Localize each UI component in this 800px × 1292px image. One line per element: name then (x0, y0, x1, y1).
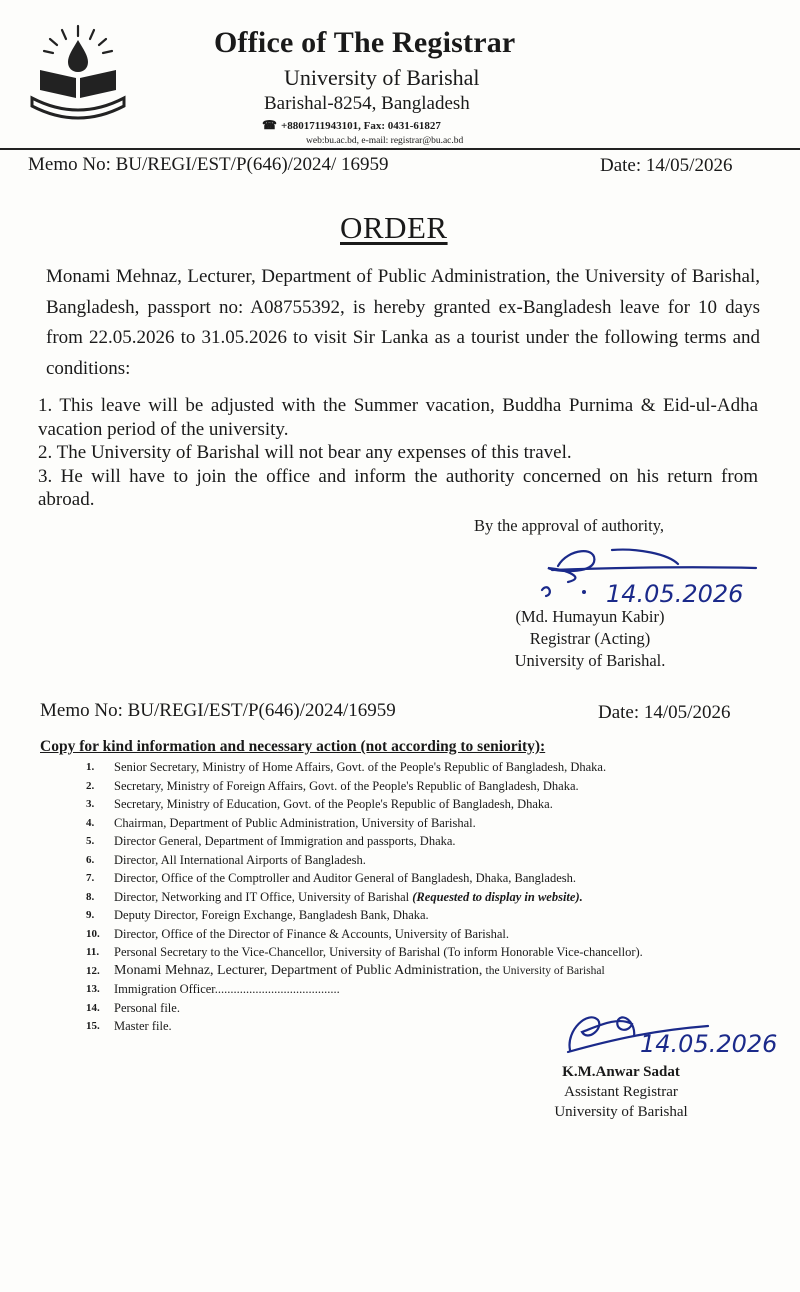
list-item: 12. Monami Mehnaz, Lecturer, Department of Public Administration, the University of Barishal (86, 962, 605, 978)
list-item: 1. Senior Secretary, Ministry of Home Affairs, Govt. of the People's Republic of Bangladesh, Dhaka. (86, 760, 607, 774)
memo-number-top: Memo No: BU/REGI/EST/P(646)/2024/ 16959 (28, 154, 389, 175)
copy-heading: Copy for kind information and necessary action (not according to seniority): (40, 738, 546, 755)
list-item: 9. Deputy Director, Foreign Exchange, Bangladesh Bank, Dhaka. (86, 908, 429, 922)
list-item: 14. Personal file. (86, 1000, 180, 1015)
term-item: 1. This leave will be adjusted with the Summer vacation, Buddha Purnima & Eid-ul-Adha vacation period of the university. (38, 395, 758, 440)
list-item: 5. Director General, Department of Immigration and passports, Dhaka. (86, 834, 456, 848)
university-name: University of Barishal (284, 65, 480, 90)
terms-list (38, 394, 758, 512)
list-item: 8. Director, Networking and IT Office, University of Barishal (Requested to display in website). (86, 889, 583, 904)
university-address: Barishal-8254, Bangladesh (264, 93, 470, 114)
approval-line: By the approval of authority, (474, 516, 665, 535)
registrar-name: (Md. Humayun Kabir) (515, 607, 665, 626)
list-item: 13. Immigration Officer........................................ (86, 982, 340, 996)
order-heading: ORDER (340, 210, 448, 245)
assistant-registrar-block (526, 1062, 716, 1122)
assistant-registrar-signature (558, 990, 788, 1062)
list-item: 4. Chairman, Department of Public Administration, University of Barishal. (86, 815, 476, 830)
assistant-registrar-name: K.M.Anwar Sadat (562, 1064, 680, 1080)
order-body: Monami Mehnaz, Lecturer, Department of Public Administration, the University of Barishal, Bangladesh, passport no: A08755392, is hereby granted ex-Bangladesh leave for 10 days from 22.05.2026 to 31.05.2026 to visit Sir Lanka as a tourist under the following terms and conditions: (46, 266, 760, 379)
list-item: 2. Secretary, Ministry of Foreign Affairs, Govt. of the People's Republic of Bangladesh, Dhaka. (86, 778, 579, 793)
university-logo (26, 20, 130, 120)
list-item: 15. Master file. (86, 1019, 172, 1033)
list-item: 10. Director, Office of the Director of Finance & Accounts, University of Barishal. (86, 926, 509, 941)
web-email-line: web:bu.ac.bd, e-mail: registrar@bu.ac.bd (306, 136, 464, 146)
list-item: 7. Director, Office of the Comptroller and Auditor General of Bangladesh, Dhaka, Bangladesh. (86, 871, 576, 885)
telephone-icon: ☎ (262, 118, 277, 132)
memo-number-bottom: Memo No: BU/REGI/EST/P(646)/2024/16959 (40, 700, 396, 721)
list-item: 6. Director, All International Airports of Bangladesh. (86, 852, 366, 867)
office-title: Office of The Registrar (214, 26, 516, 59)
registrar-signature-date: 14.05.2026 (606, 580, 744, 608)
term-item: 2. The University of Barishal will not bear any expenses of this travel. (38, 442, 572, 463)
memo-date-top: Date: 14/05/2026 (600, 155, 733, 176)
term-item: 3. He will have to join the office and inform the authority concerned on his return from abroad. (38, 465, 758, 510)
assistant-registrar-designation: Assistant Registrar (564, 1084, 678, 1100)
assistant-signature-date: 14.05.2026 (640, 1030, 778, 1058)
registrar-designation: Registrar (Acting) (529, 629, 651, 648)
contact-line (262, 118, 441, 133)
registrar-signature (528, 538, 758, 612)
contact-numbers: +8801711943101, Fax: 0431-61827 (280, 119, 441, 132)
registrar-institution: University of Barishal. (514, 651, 666, 670)
registrar-block (500, 606, 680, 672)
header-divider (0, 148, 800, 150)
list-item: 3. Secretary, Ministry of Education, Govt. of the People's Republic of Bangladesh, Dhaka. (86, 797, 553, 811)
assistant-registrar-institution: University of Barishal (554, 1104, 688, 1120)
list-item: 11. Personal Secretary to the Vice-Chancellor, University of Barishal (To inform Honorable Vice-chancellor). (86, 945, 643, 959)
memo-date-bottom: Date: 14/05/2026 (598, 702, 731, 723)
